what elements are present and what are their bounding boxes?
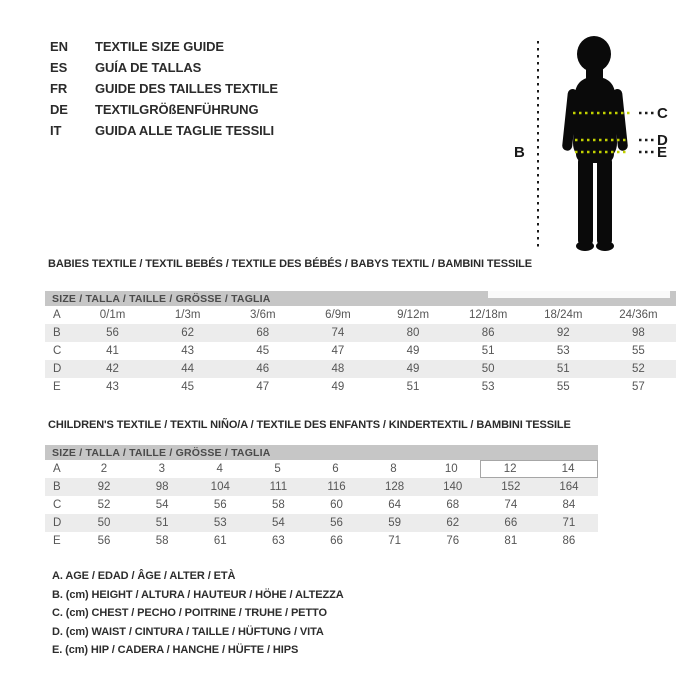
language-title: TEXTILE SIZE GUIDE [95,39,224,54]
babies-size-table [45,291,676,396]
size-cell: 12/18m [469,309,508,321]
size-cell: 140 [443,481,463,493]
language-row-de [50,99,278,120]
table-row-E [45,532,598,550]
language-code: DE [50,102,68,117]
row-label: D [53,363,62,375]
child-silhouette-icon [562,36,628,251]
size-cell: 42 [106,363,119,375]
size-cell: 53 [556,345,570,357]
language-row-fr [50,78,278,99]
size-cell: 45 [181,381,195,393]
table-row-A [45,306,676,324]
size-cell: 41 [106,345,119,357]
children-table-header-label: SIZE / TALLA / TAILLE / GRÖSSE / TAGLIA [52,446,271,459]
row-label: B [53,327,61,339]
row-label: D [53,517,62,529]
size-cell: 55 [556,381,570,393]
size-cell: 71 [388,535,401,547]
size-cell: 0/1m [99,309,126,321]
size-cell: 76 [446,535,460,547]
size-cell: 57 [632,381,645,393]
size-cell-highlighted: 14 [539,460,598,478]
size-cell: 43 [106,381,119,393]
size-cell: 86 [562,535,576,547]
size-cell: 86 [481,327,495,339]
size-cell: 56 [330,517,343,529]
table-row-B [45,478,598,496]
size-cell: 46 [256,363,270,375]
size-cell: 51 [556,363,570,375]
legend-row-c: C. (cm) CHEST / PECHO / POITRINE / TRUHE / PETTO [52,607,327,620]
legend-row-d: D. (cm) WAIST / CINTURA / TAILLE / HÜFTUNG / VITA [52,625,324,638]
size-cell: 54 [271,517,285,529]
size-cell: 52 [97,499,111,511]
size-cell: 74 [331,327,345,339]
table-row-C [45,342,676,360]
size-cell: 64 [388,499,401,511]
table-row-E [45,378,676,396]
language-code: FR [50,81,68,96]
size-cell: 59 [388,517,401,529]
babies-table-header-label: SIZE / TALLA / TAILLE / GRÖSSE / TAGLIA [52,292,271,305]
language-code: IT [50,123,62,138]
language-row-en [50,36,278,57]
language-title: TEXTILGRÖßENFÜHRUNG [95,102,259,117]
language-title: GUIDA ALLE TAGLIE TESSILI [95,123,275,138]
size-cell: 47 [256,381,270,393]
children-table-header [45,445,598,460]
size-cell: 56 [106,327,119,339]
legend-row-b: B. (cm) HEIGHT / ALTURA / HAUTEUR / HÖHE / ALTEZZA [52,588,344,601]
size-cell: 51 [406,381,420,393]
size-cell: 80 [406,327,420,339]
babies-table-header [45,291,676,306]
size-cell: 49 [331,381,345,393]
table-row-D [45,360,676,378]
language-title: GUIDE DES TAILLES TEXTILE [95,81,278,96]
size-cell: 56 [97,535,111,547]
size-cell: 47 [331,345,345,357]
size-cell: 111 [269,481,288,493]
size-cell: 98 [155,481,169,493]
size-cell: 6/9m [325,309,351,321]
size-cell: 8 [390,463,397,475]
child-measurement-figure [490,15,690,260]
size-cell: 152 [501,481,521,493]
size-cell: 60 [330,499,343,511]
row-label: E [53,535,61,547]
size-cell: 54 [155,499,169,511]
language-code: EN [50,39,68,54]
size-cell: 4 [216,463,223,475]
size-cell: 61 [213,535,227,547]
size-cell: 43 [181,345,195,357]
size-cell: 58 [271,499,285,511]
size-cell: 53 [481,381,495,393]
size-cell: 49 [406,363,420,375]
height-label: B [514,144,525,161]
legend-row-e: E. (cm) HIP / CADERA / HANCHE / HÜFTE / HIPS [52,644,299,657]
size-cell: 116 [327,481,346,493]
size-cell: 74 [504,499,518,511]
row-label: A [53,309,61,321]
table-row-A [45,460,598,478]
size-cell: 81 [504,535,518,547]
language-title-list [50,36,278,141]
size-cell: 128 [385,481,405,493]
size-cell: 164 [559,481,579,493]
size-cell: 66 [504,517,518,529]
size-cell: 52 [632,363,645,375]
children-section-title: CHILDREN'S TEXTILE / TEXTIL NIÑO/A / TEXTILE DES ENFANTS / KINDERTEXTIL / BAMBINI TESSILE [48,419,571,431]
size-cell: 55 [632,345,645,357]
size-cell: 56 [213,499,227,511]
row-label: B [53,481,61,493]
size-cell: 45 [256,345,270,357]
table-row-B [45,324,676,342]
size-cell: 84 [562,499,576,511]
hip-label: E [657,144,668,161]
babies-table-body [45,306,676,396]
size-cell: 50 [481,363,495,375]
measurement-legend [52,567,344,660]
size-cell-highlighted: 12 [480,460,539,478]
size-cell: 71 [562,517,576,529]
size-cell: 51 [481,345,495,357]
table-row-C [45,496,598,514]
size-cell: 10 [444,463,458,475]
table-row-D [45,514,598,532]
size-cell: 6 [332,463,339,475]
size-cell: 98 [632,327,645,339]
size-cell: 44 [181,363,195,375]
size-cell: 68 [446,499,460,511]
language-code: ES [50,60,68,75]
size-cell: 51 [155,517,169,529]
size-cell: 3 [158,463,166,475]
children-table-body [45,460,598,550]
row-label: C [53,499,62,511]
size-cell: 18/24m [544,309,583,321]
size-cell: 62 [181,327,195,339]
size-cell: 50 [97,517,111,529]
language-row-es [50,57,278,78]
size-cell: 53 [213,517,227,529]
size-cell: 24/36m [619,309,658,321]
size-cell: 1/3m [174,309,201,321]
size-cell: 68 [256,327,270,339]
size-cell: 48 [331,363,345,375]
size-cell: 63 [271,535,285,547]
size-cell: 92 [556,327,570,339]
size-cell: 66 [330,535,343,547]
size-cell: 9/12m [397,309,430,321]
legend-row-a: A. AGE / EDAD / ÂGE / ALTER / ETÀ [52,570,236,583]
chest-label: C [657,105,668,122]
child-figure-svg [490,15,690,260]
language-title: GUÍA DE TALLAS [95,60,202,75]
size-cell: 5 [274,463,281,475]
row-label: E [53,381,61,393]
size-cell: 2 [100,463,108,475]
size-cell: 49 [406,345,420,357]
waist-label: D [657,132,668,149]
babies-section-title: BABIES TEXTILE / TEXTIL BEBÉS / TEXTILE DES BÉBÉS / BABYS TEXTIL / BAMBINI TESSILE [48,258,533,270]
size-cell: 92 [97,481,111,493]
children-size-table [45,445,598,550]
language-row-it [50,120,278,141]
size-cell: 58 [155,535,169,547]
size-cell: 104 [210,481,230,493]
row-label: C [53,345,62,357]
size-cell: 3/6m [250,309,276,321]
row-label: A [53,463,61,475]
size-cell: 62 [446,517,460,529]
